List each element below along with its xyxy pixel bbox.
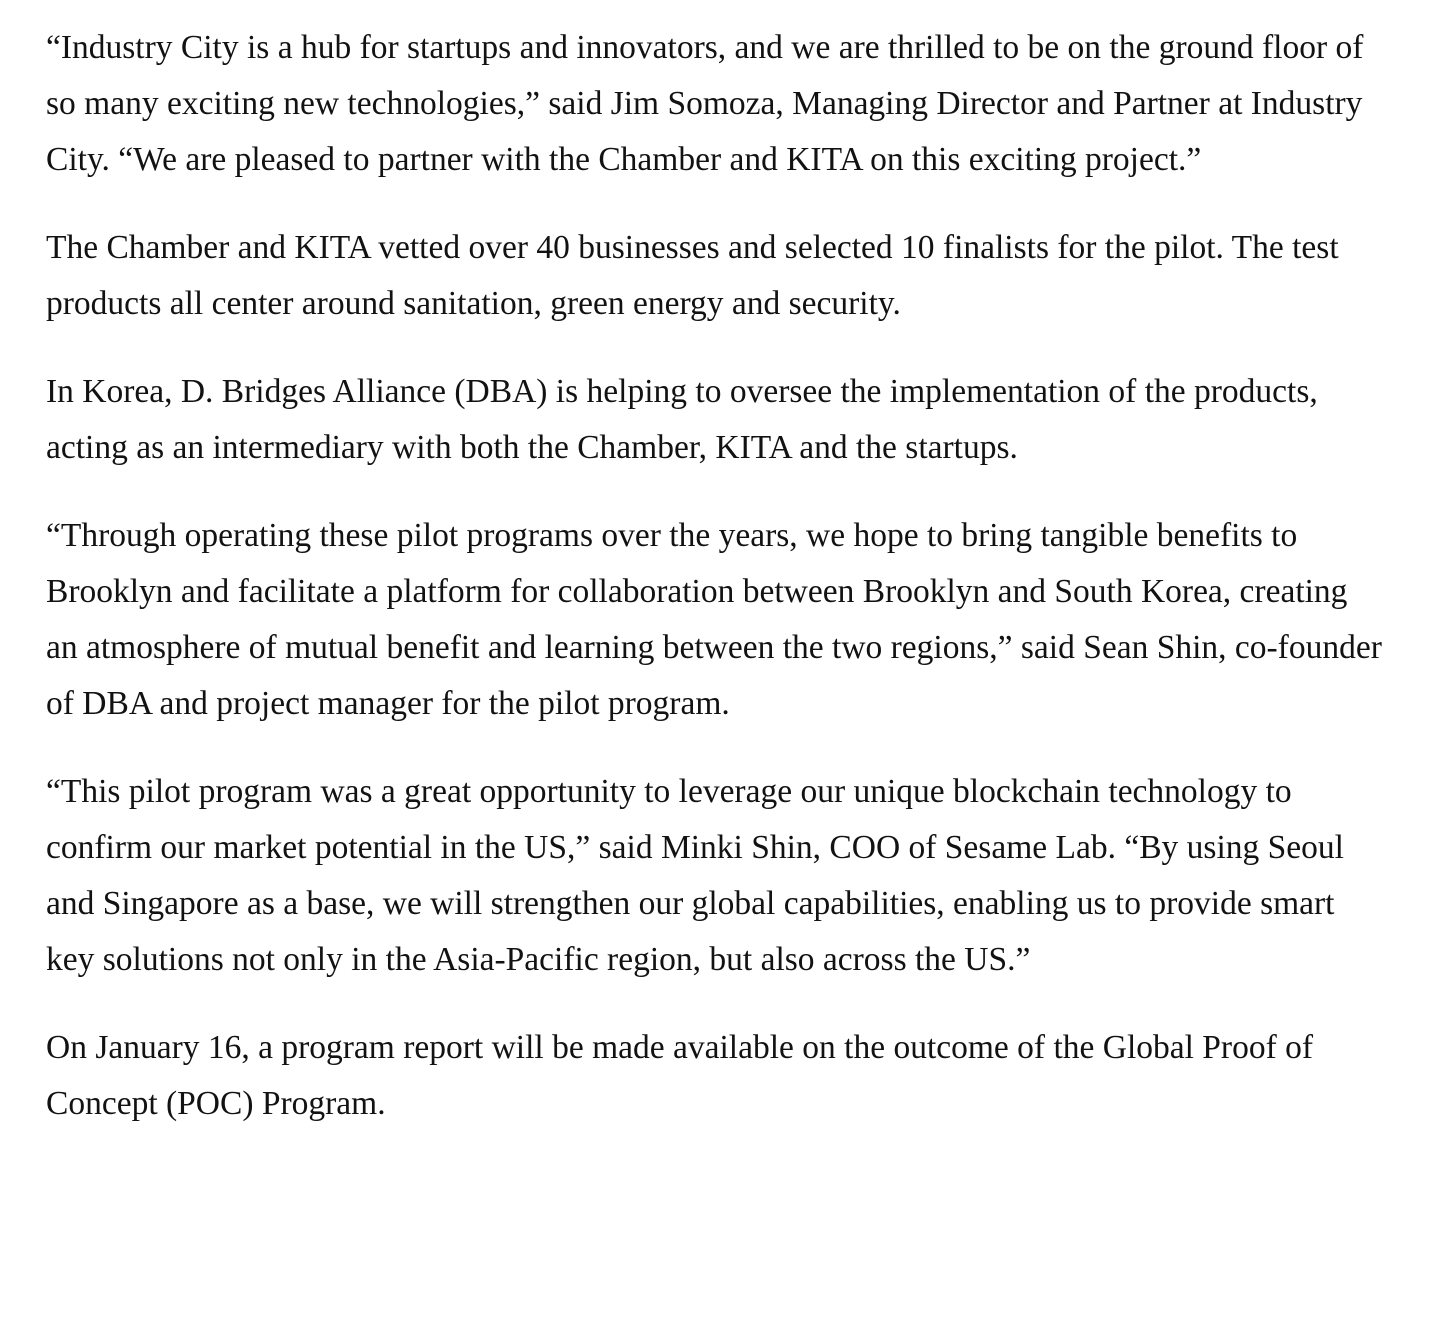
paragraph-minki-shin-quote: “This pilot program was a great opportunity to leverage our unique blockchain technology to confirm our market potential in the US,” said Minki Shin, COO of Sesame Lab. “By using Seoul and Singapore as a base, we will strengthen our global capabilities, enabling us to provide smart key solutions not only in the Asia-Pacific region, but also across the US.” <box>46 773 1344 978</box>
paragraph-dba-oversight: In Korea, D. Bridges Alliance (DBA) is helping to oversee the implementation of the products, acting as an intermediary with both the Chamber, KITA and the startups. <box>46 373 1318 466</box>
paragraph-program-report: On January 16, a program report will be made available on the outcome of the Global Proof of Concept (POC) Program. <box>46 1029 1314 1122</box>
paragraph-finalists: The Chamber and KITA vetted over 40 businesses and selected 10 finalists for the pilot. The test products all center around sanitation, green energy and security. <box>46 229 1339 322</box>
article-body <box>46 20 1386 1164</box>
paragraph-sean-shin-quote: “Through operating these pilot programs over the years, we hope to bring tangible benefits to Brooklyn and facilitate a platform for collaboration between Brooklyn and South Korea, creating an atmosphere of mutual benefit and learning between the two regions,” said Sean Shin, co-founder of DBA and project manager for the pilot program. <box>46 517 1382 722</box>
paragraph-industry-city-quote: “Industry City is a hub for startups and innovators, and we are thrilled to be on the ground floor of so many exciting new technologies,” said Jim Somoza, Managing Director and Partner at Industry City. “We are pleased to partner with the Chamber and KITA on this exciting project.” <box>46 29 1364 178</box>
